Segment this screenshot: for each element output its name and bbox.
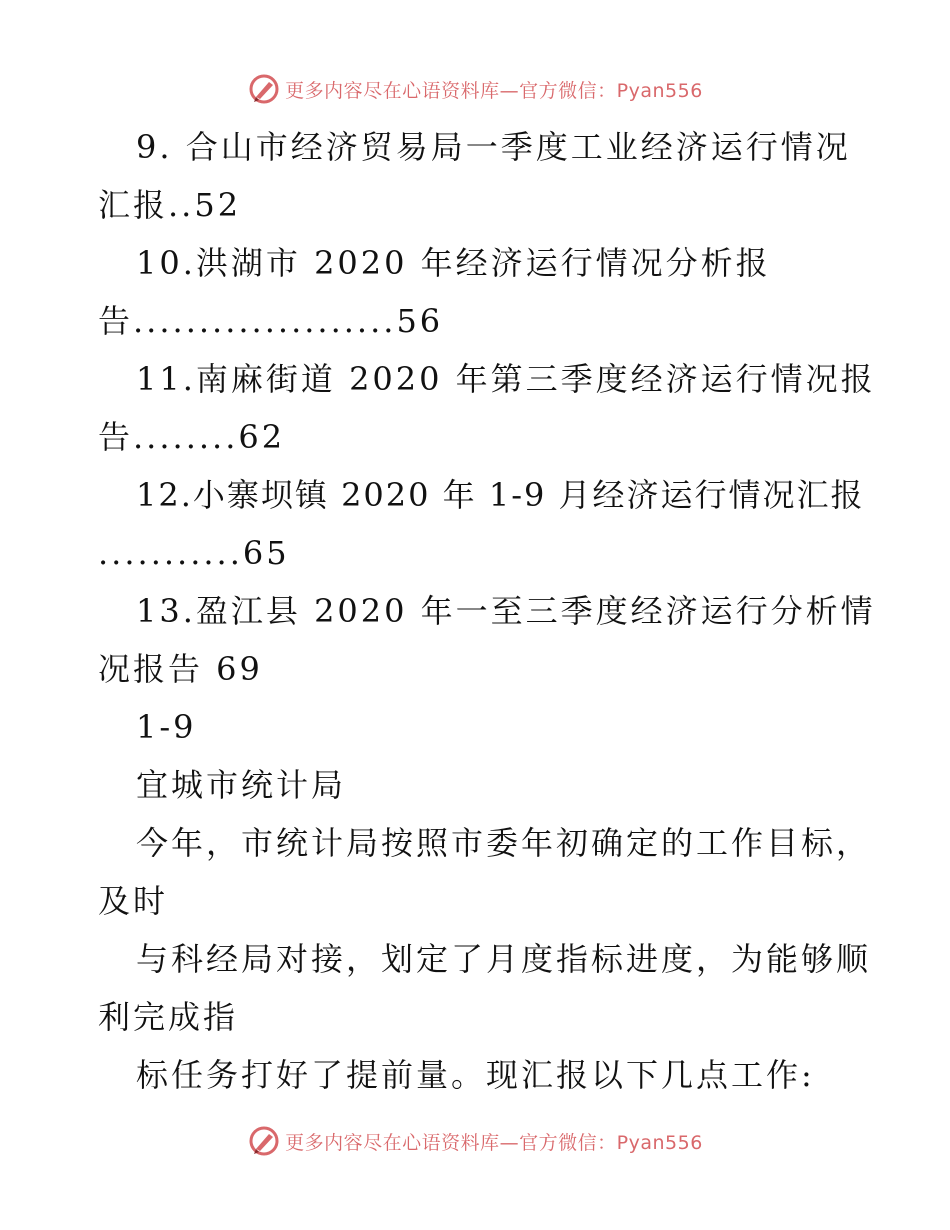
document-body — [98, 118, 878, 1104]
toc-entry-10-cont: 告....................56 — [98, 302, 444, 340]
toc-entry-12: 12.小寨坝镇 2020 年 1-9 月经济运行情况汇报 — [136, 476, 865, 514]
pen-logo-icon — [247, 1124, 281, 1158]
toc-entry-12-cont: ...........65 — [98, 534, 290, 572]
section-heading: 1-9 — [136, 708, 197, 746]
paragraph-line: 利完成指 — [98, 998, 239, 1036]
toc-entry-13-cont: 况报告 69 — [98, 650, 263, 688]
paragraph-line: 及时 — [98, 882, 169, 920]
pen-logo-icon — [247, 72, 281, 106]
watermark-header — [0, 72, 950, 106]
toc-entry-13: 13.盈江县 2020 年一至三季度经济运行分析情 — [136, 592, 876, 630]
toc-entry-11-cont: 告........62 — [98, 418, 286, 456]
paragraph-line: 今年，市统计局按照市委年初确定的工作目标， — [136, 824, 872, 862]
toc-entry-9-cont: 汇报..52 — [98, 186, 242, 224]
paragraph-line: 与科经局对接，划定了月度指标进度，为能够顺 — [136, 940, 872, 978]
watermark-footer — [0, 1124, 950, 1158]
toc-entry-11: 11.南麻街道 2020 年第三季度经济运行情况报 — [136, 360, 876, 398]
watermark-text: 更多内容尽在心语资料库—官方微信：Pyan556 — [285, 1131, 703, 1154]
author-line: 宜城市统计局 — [136, 766, 347, 804]
paragraph-line: 标任务打好了提前量。现汇报以下几点工作: — [136, 1056, 815, 1094]
toc-entry-10: 10.洪湖市 2020 年经济运行情况分析报 — [136, 244, 771, 282]
watermark-text: 更多内容尽在心语资料库—官方微信：Pyan556 — [285, 79, 703, 102]
toc-entry-9: 9. 合山市经济贸易局一季度工业经济运行情况 — [136, 128, 851, 166]
